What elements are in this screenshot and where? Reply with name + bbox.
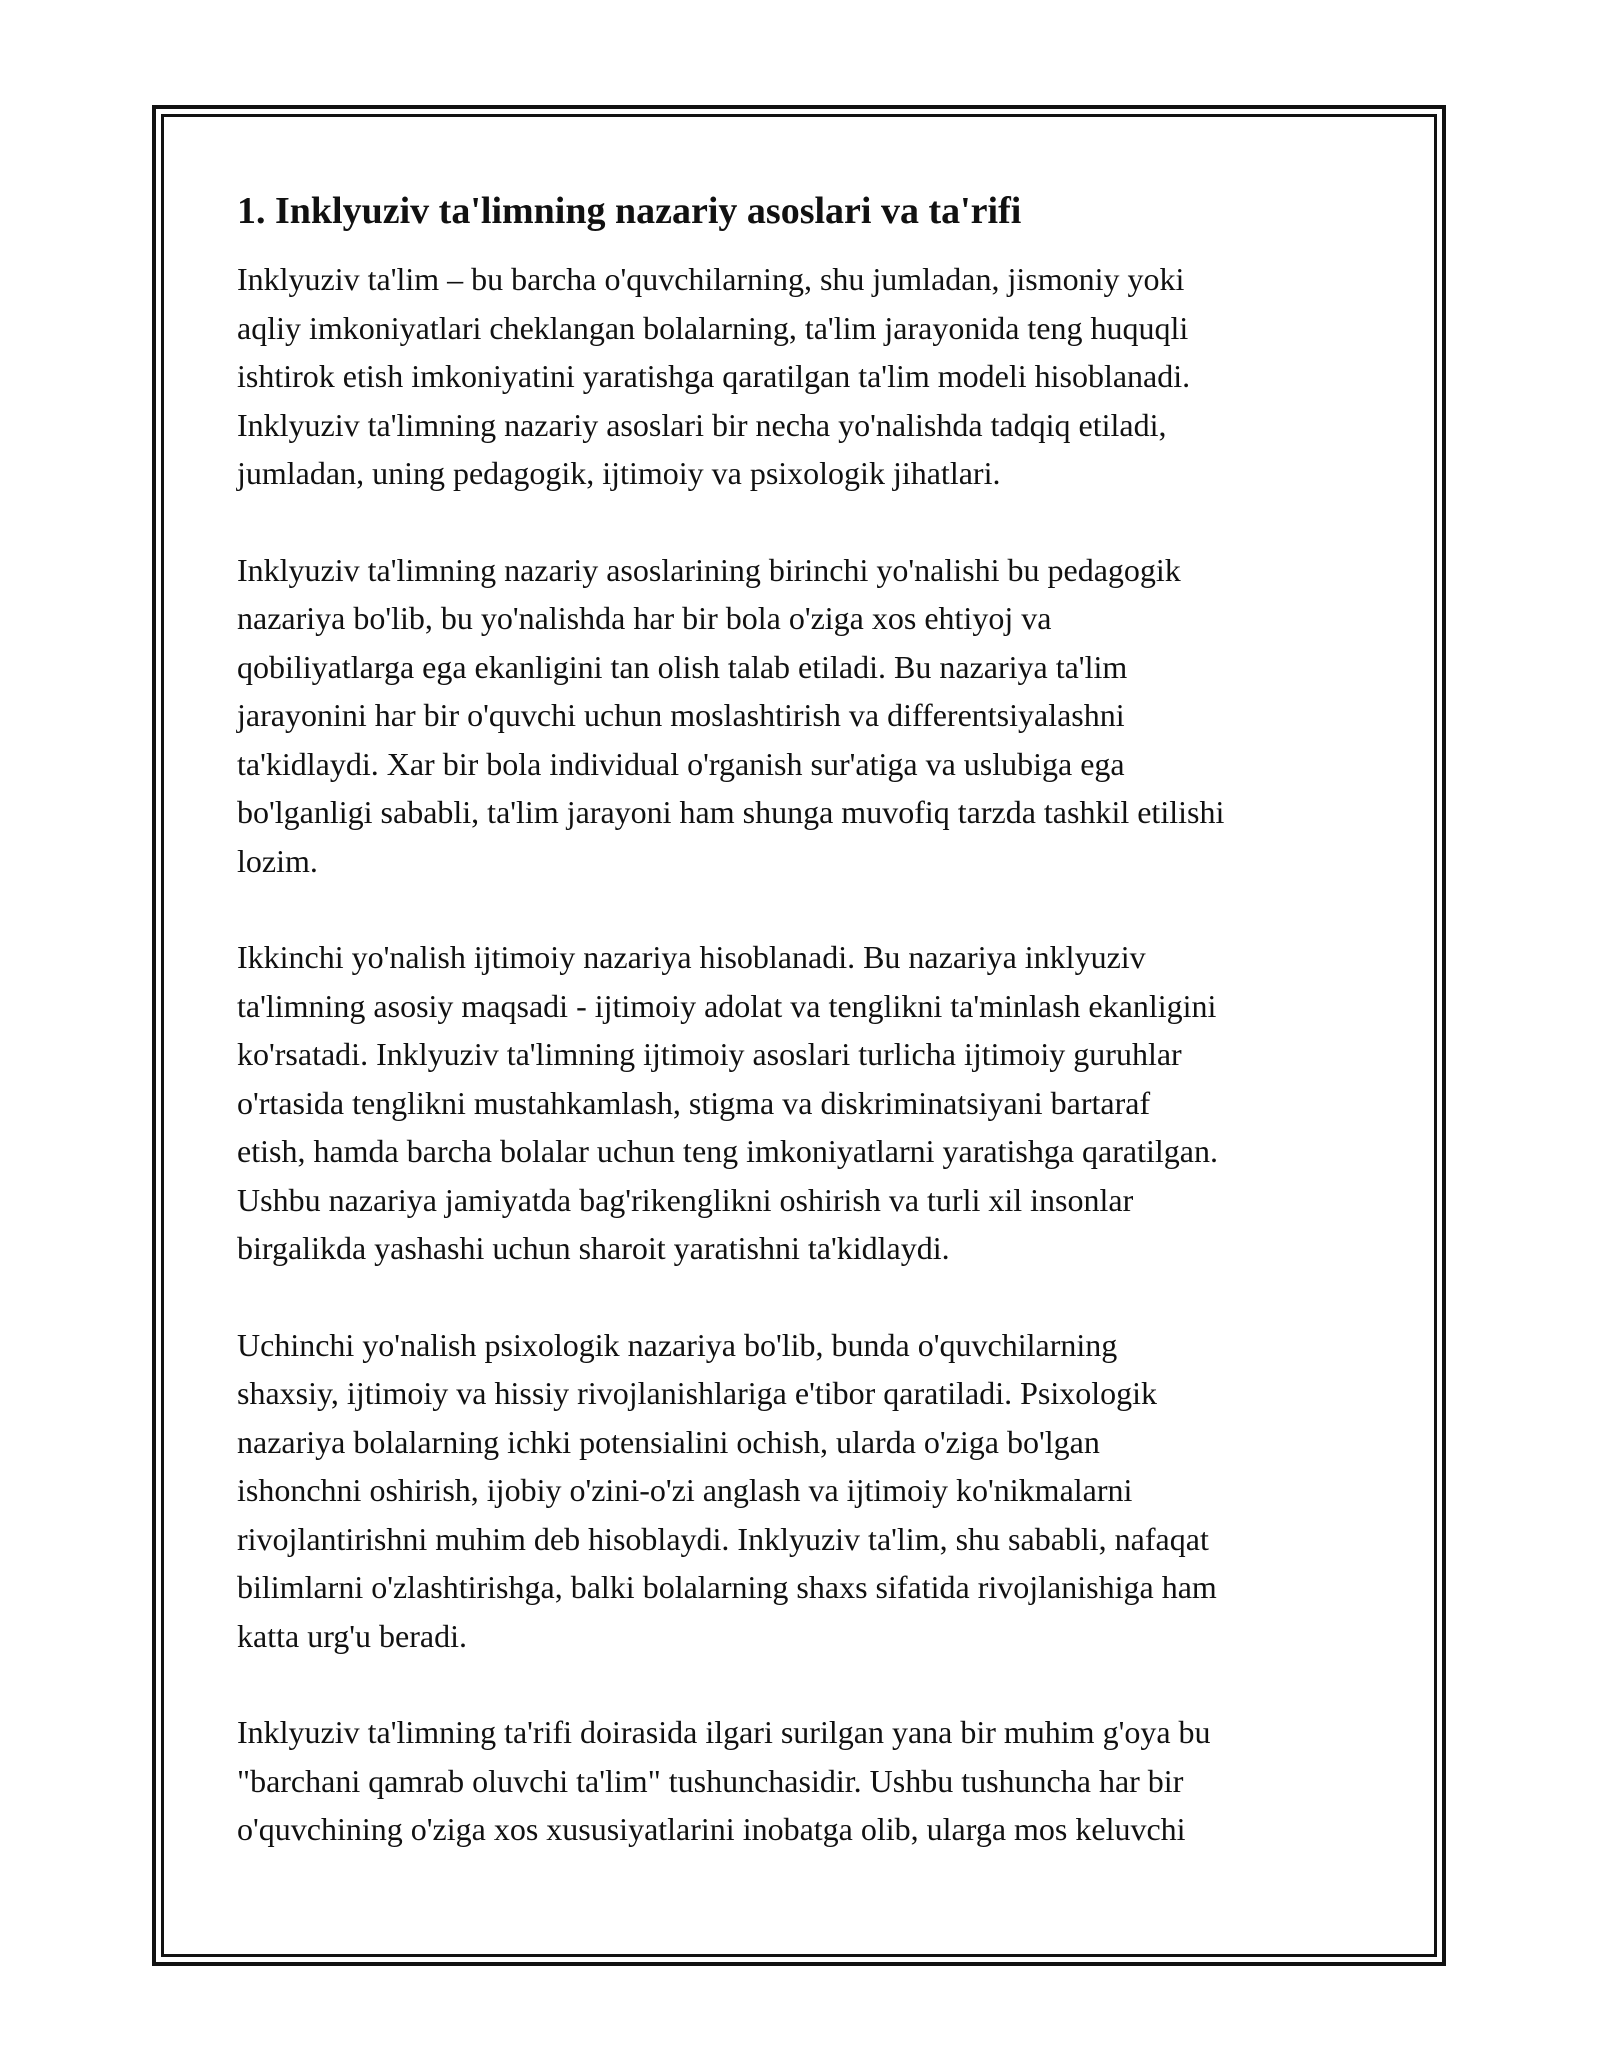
section-heading: 1. Inklyuziv ta'limning nazariy asoslari va ta'rifi <box>237 190 1022 232</box>
document-body <box>237 185 1377 1902</box>
paragraph-psychological: Uchinchi yo'nalish psixologik nazariya bo'lib, bunda o'quvchilarning shaxsiy, ijtimoiy va hissiy rivojlanishlariga e'tibor qaratiladi. Psixologik nazariya bolalarning ichki potensialini ochish, ularda o'ziga bo'lgan ishonchni oshirish, ijobiy o'zini-o'zi anglash va ijtimoiy ko'nikmalarni rivojlantirishni muhim deb hisoblaydi. Inklyuziv ta'lim, shu sababli, nafaqat bilimlarni o'zlashtirishga, balki bolalarning shaxs sifatida rivojlanishiga ham katta urg'u beradi. <box>237 1326 1217 1654</box>
paragraph-social: Ikkinchi yo'nalish ijtimoiy nazariya hisoblanadi. Bu nazariya inklyuziv ta'limning asosiy maqsadi - ijtimoiy adolat va tenglikni ta'minlash ekanligini ko'rsatadi. Inklyuziv ta'limning ijtimoiy asoslari turlicha ijtimoiy guruhlar o'rtasida tenglikni mustahkamlash, stigma va diskriminatsiyani bartaraf etish, hamda barcha bolalar uchun teng imkoniyatlarni yaratishga qaratilgan. Ushbu nazariya jamiyatda bag'rikenglikni oshirish va turli xil insonlar birgalikda yashashi uchun sharoit yaratishni ta'kidlaydi. <box>237 939 1218 1266</box>
paragraph-inclusive-definition: Inklyuziv ta'limning ta'rifi doirasida ilgari surilgan yana bir muhim g'oya bu "barchani qamrab oluvchi ta'lim" tushunchasidir. Ushbu tushuncha har bir o'quvchining o'ziga xos xususiyatlarini inobatga olib, ularga mos keluvchi <box>237 1714 1211 1847</box>
paragraph-intro: Inklyuziv ta'lim – bu barcha o'quvchilarning, shu jumladan, jismoniy yoki aqliy imkoniyatlari cheklangan bolalarning, ta'lim jarayonida teng huquqli ishtirok etish imkoniyatini yaratishga qaratilgan ta'lim modeli hisoblanadi. Inklyuziv ta'limning nazariy asoslari bir necha yo'nalishda tadqiq etiladi, jumladan, uning pedagogik, ijtimoiy va psixologik jihatlari. <box>237 261 1191 491</box>
paragraph-pedagogical: Inklyuziv ta'limning nazariy asoslarining birinchi yo'nalishi bu pedagogik nazariya bo'lib, bu yo'nalishda har bir bola o'ziga xos ehtiyoj va qobiliyatlarga ega ekanligini tan olish talab etiladi. Bu nazariya ta'lim jarayonini har bir o'quvchi uchun moslashtirish va differentsiyalashni ta'kidlaydi. Xar bir bola individual o'rganish sur'atiga va uslubiga ega bo'lganligi sababli, ta'lim jarayoni ham shunga muvofiq tarzda tashkil etilishi lozim. <box>237 551 1225 879</box>
